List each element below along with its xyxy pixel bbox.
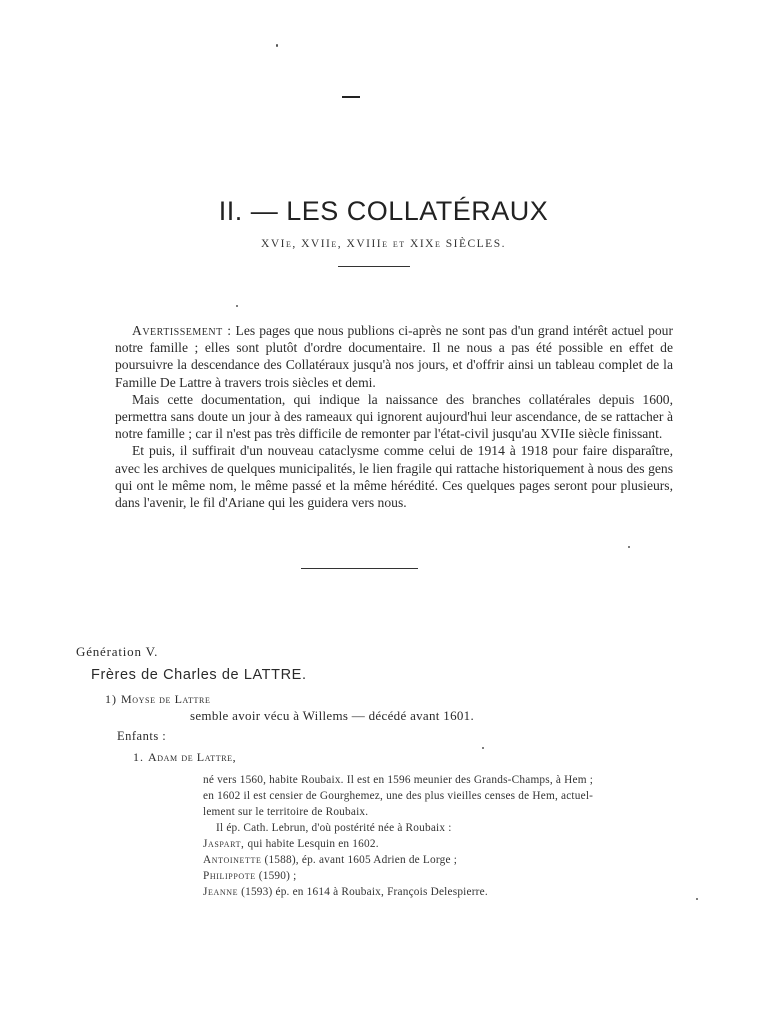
intro-paragraph-2: Mais cette documentation, qui indique la naissance des branches collatérales depuis 1600, permettra sans doute un jour à des rameaux qui ignorent aujourd'hui leur ascendance, de se rattacher à notre famille ; car il n'est pas très difficile de remonter par l'état-civil jusqu'au XVIIe siècle finissant. <box>115 391 673 442</box>
child-name: Antoinette <box>203 854 262 866</box>
child-entry <box>203 852 678 868</box>
speck <box>628 546 630 548</box>
speck <box>276 44 278 47</box>
moyse-description: semble avoir vécu à Willems — décédé avant 1601. <box>190 708 475 723</box>
detail-line: en 1602 il est censier de Gourghemez, une des plus vieilles censes de Hem, actuel- <box>203 790 594 802</box>
child-name: Philippote <box>203 870 256 882</box>
speck <box>482 747 484 749</box>
generation-heading: Génération V. <box>76 644 159 659</box>
child-text: qui habite Lesquin en 1602. <box>247 838 379 850</box>
entry-number: 1) <box>105 692 117 706</box>
detail-line: né vers 1560, habite Roubaix. Il est en 1596 meunier des Grands-Champs, à Hem ; <box>203 774 594 786</box>
child-name: Jeanne <box>203 886 239 898</box>
child-name: Jaspart, <box>203 838 245 850</box>
detail-line: Il ép. Cath. Lebrun, d'où postérité née à Roubaix : <box>216 822 452 834</box>
detail-line: lement sur le territoire de Roubaix. <box>203 806 369 818</box>
child-entry <box>203 884 678 900</box>
entry-number: 1. <box>133 750 144 764</box>
child-entry <box>203 836 678 852</box>
adam-details <box>203 772 678 900</box>
speck <box>696 898 698 900</box>
intro-label: Avertissement : <box>132 323 232 338</box>
adam-entry <box>133 750 236 765</box>
person-name: Adam de Lattre, <box>148 750 237 764</box>
section-title: II. — LES COLLATÉRAUX <box>218 196 549 226</box>
child-text: (1593) ép. en 1614 à Roubaix, François Delespierre. <box>241 886 488 898</box>
intro-block <box>115 322 673 511</box>
moyse-entry <box>105 692 210 707</box>
freres-heading: Frères de Charles de LATTRE. <box>91 667 307 683</box>
child-text: (1590) ; <box>258 870 297 882</box>
section-subtitle: XVIe, XVIIe, XVIIIe et XIXe SIÈCLES. <box>261 238 506 250</box>
divider-rule <box>301 568 418 569</box>
child-text: (1588), ép. avant 1605 Adrien de Lorge ; <box>264 854 458 866</box>
speck <box>236 305 238 307</box>
intro-paragraph-3: Et puis, il suffirait d'un nouveau cataclysme comme celui de 1914 à 1918 pour faire disparaître, avec les archives de quelques municipalités, le lien fragile qui rattache historiquement à nous des gens qui ont le même nom, le même passé et la même hérédité. Ces quelques pages seront pour plusieurs, dans l'avenir, le fil d'Ariane qui les guidera vers nous. <box>115 443 673 511</box>
intro-paragraph-1 <box>115 322 673 391</box>
page-mark-dash <box>342 96 360 98</box>
intro-text-1: Les pages que nous publions ci-après ne sont pas d'un grand intérêt actuel pour notre famille ; elles sont plutôt d'ordre documentaire. Il ne nous a pas été possible en effet de poursuivre la descendance des Collatéraux jusqu'à nos jours, et d'offrir ainsi un tableau complet de la Famille De Lattre à travers trois siècles et demi. <box>115 323 673 390</box>
enfants-label: Enfants : <box>117 729 167 743</box>
person-name: Moyse de Lattre <box>121 692 211 706</box>
divider-rule <box>338 266 410 267</box>
child-entry <box>203 868 678 884</box>
